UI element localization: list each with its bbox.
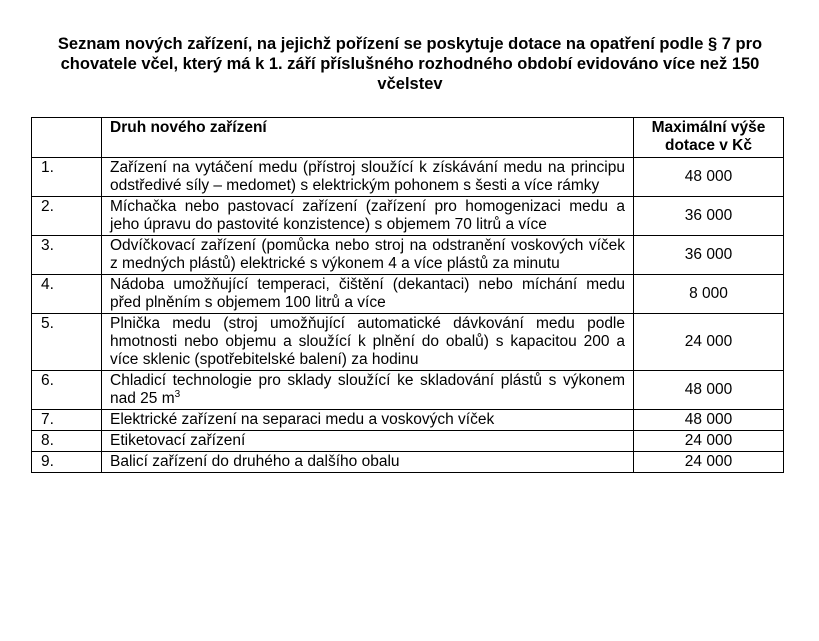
- row-number: 7.: [32, 410, 102, 431]
- row-number: 8.: [32, 431, 102, 452]
- row-amount: 24 000: [634, 452, 784, 473]
- row-amount: 36 000: [634, 197, 784, 236]
- header-number: [32, 118, 102, 158]
- row-amount: 48 000: [634, 371, 784, 410]
- row-number: 2.: [32, 197, 102, 236]
- row-number: 3.: [32, 236, 102, 275]
- row-description: Etiketovací zařízení: [102, 431, 634, 452]
- row-number: 1.: [32, 158, 102, 197]
- row-amount: 24 000: [634, 314, 784, 371]
- subsidy-table: [31, 117, 784, 473]
- header-device-type: Druh nového zařízení: [102, 118, 634, 158]
- row-description-cell: [102, 371, 634, 410]
- row-amount: 48 000: [634, 410, 784, 431]
- row-description: Chladicí technologie pro sklady sloužící ke skladování plástů s výkonem nad 25 m: [110, 372, 625, 407]
- header-max-subsidy: Maximální výše dotace v Kč: [634, 118, 784, 158]
- row-description: Nádoba umožňující temperaci, čištění (dekantaci) nebo míchání medu před plněním s objemem 100 litrů a více: [102, 275, 634, 314]
- row-description: Zařízení na vytáčení medu (přístroj sloužící k získávání medu na principu odstředivé síly – medomet) s elektrickým pohonem s šesti a více rámky: [102, 158, 634, 197]
- row-amount: 36 000: [634, 236, 784, 275]
- table-row: [32, 197, 784, 236]
- table-row: [32, 410, 784, 431]
- table-row: [32, 314, 784, 371]
- table-row: [32, 236, 784, 275]
- table-header-row: [32, 118, 784, 158]
- row-number: 6.: [32, 371, 102, 410]
- table-row: [32, 452, 784, 473]
- row-number: 9.: [32, 452, 102, 473]
- row-description: Odvíčkovací zařízení (pomůcka nebo stroj na odstranění voskových víček z medných plástů) elektrické s výkonem 4 a více plástů za minutu: [102, 236, 634, 275]
- row-description: Míchačka nebo pastovací zařízení (zařízení pro homogenizaci medu a jeho úpravu do pastovité konzistence) s objemem 70 litrů a více: [102, 197, 634, 236]
- row-amount: 48 000: [634, 158, 784, 197]
- table-row: [32, 275, 784, 314]
- row-number: 4.: [32, 275, 102, 314]
- row-description: Balicí zařízení do druhého a dalšího obalu: [102, 452, 634, 473]
- row-number: 5.: [32, 314, 102, 371]
- row-description: Plnička medu (stroj umožňující automatické dávkování medu podle hmotnosti nebo objemu a sloužící k plnění do obalů) s kapacitou 200 a více sklenic (spotřebitelské balení) za hodinu: [102, 314, 634, 371]
- document-title: Seznam nových zařízení, na jejichž pořízení se poskytuje dotace na opatření podle § 7 pro chovatele včel, který má k 1. září příslušného rozhodného období evidováno více než 150 včelstev: [57, 35, 763, 93]
- row-amount: 24 000: [634, 431, 784, 452]
- row-amount: 8 000: [634, 275, 784, 314]
- row-description: Elektrické zařízení na separaci medu a voskových víček: [102, 410, 634, 431]
- table-row: [32, 158, 784, 197]
- superscript-exponent: 3: [174, 388, 181, 400]
- table-row: [32, 431, 784, 452]
- table-row: [32, 371, 784, 410]
